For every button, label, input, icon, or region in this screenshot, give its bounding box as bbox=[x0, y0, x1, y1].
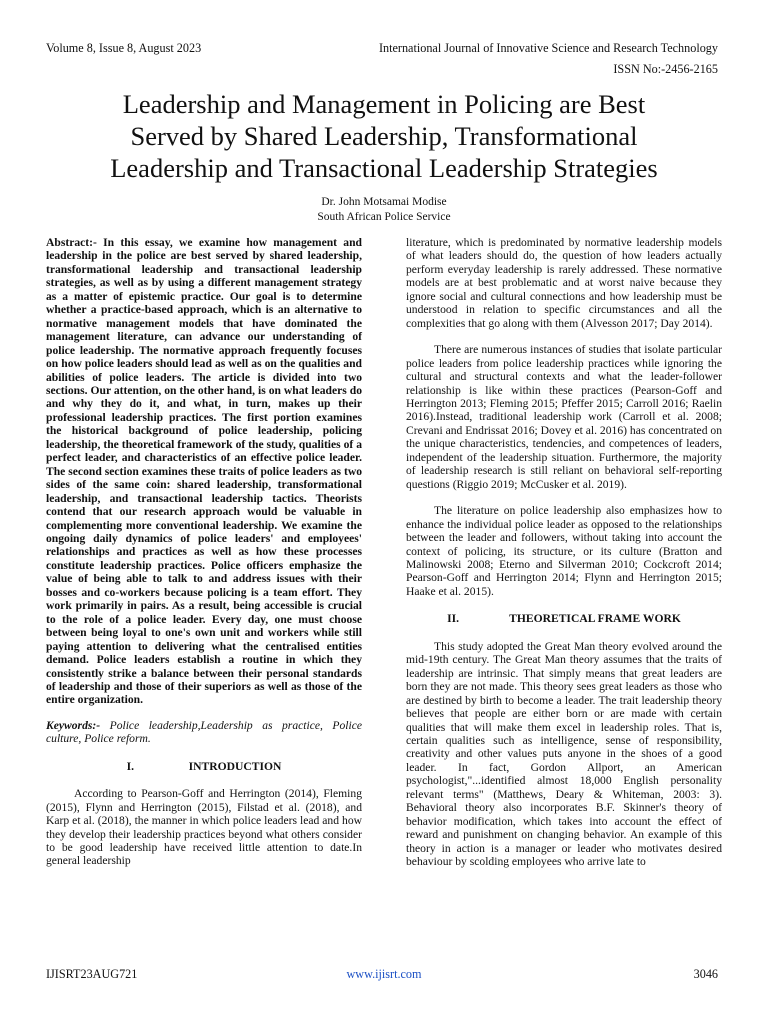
paper-title bbox=[30, 88, 738, 184]
section-title: THEORETICAL FRAME WORK bbox=[509, 612, 681, 626]
paper-id: IJISRT23AUG721 bbox=[46, 967, 138, 981]
journal-url-link[interactable]: www.ijisrt.com bbox=[346, 967, 422, 981]
paragraph: This study adopted the Great Man theory evolved around the mid-19th century. The Great Man theory assumes that the traits of leadership are intrinsic. That simply means that great leaders are born they are not made. This theory sees great leaders as those who are destined by birth to become a leader. The trait leadership theory believes that people are either born or are made with certain qualities that will make them excel in leadership roles. That is, certain qualities such as intelligence, sense of responsibility, creativity and other values puts anyone in the shoes of a good leader. In fact, Gordon Allport, an American psychologist,"...identified almost 18,000 English personality relevant terms" (Matthews, Deary & Whiteman, 2003: 3). Behavioral theory also incorporates B.F. Skinner's theory of behavior modification, which takes into account the effect of reward and punishment on changing behavior. An example of this theory in action is a manager or leader who motivates desired behaviour by scolding employees who arrive late to bbox=[406, 639, 722, 869]
keywords bbox=[46, 719, 362, 746]
keywords-text: Police leadership,Leadership as practice, Police culture, Police reform. bbox=[46, 718, 362, 746]
journal-name: International Journal of Innovative Science and Research Technology bbox=[378, 41, 718, 55]
keywords-label: Keywords:- bbox=[46, 718, 101, 732]
section-number: II. bbox=[447, 612, 460, 626]
section-number: I. bbox=[126, 759, 135, 773]
abstract bbox=[46, 236, 362, 707]
paragraph: According to Pearson-Goff and Herrington (2014), Fleming (2015), Flynn and Herrington (2015), Filstad et al. (2018), and Karp et al. (2018), the manner in which police leaders lead and how they develop their leadership practices beyond what others consider to be good leadership have received little attention to date.In general leadership bbox=[46, 787, 362, 868]
abstract-label: Abstract:- bbox=[46, 236, 97, 249]
paragraph: There are numerous instances of studies that isolate particular police leaders from police leadership practices while ignoring the cultural and structural contexts and what the leader-follower relationship is like within these practices (Pearson-Goff and Herrington 2013; Fleming 2015; Pfeffer 2015; Carroll 2016; Raelin 2016).Instead, traditional leadership work (Carroll et al. 2008; Crevani and Endrissat 2016; Dovey et al. 2016) has concentrated on the unique characteristics, tendencies, and competences of leaders, independent of the leadership situation. Furthermore, the majority of leadership research is still reliant on behavioral self-reporting questions (Riggio 2019; McCusker et al. 2019). bbox=[406, 343, 722, 491]
section-heading-introduction bbox=[46, 760, 362, 773]
paragraph: literature, which is predominated by normative leadership models of what leaders should do, the question of how leaders actually perform everyday leadership is rarely addressed. These normative models are at best problematic and at worst naive because they ignore social and cultural connections and how leadership must be understood in relation to specific circumstances and all the complexities that go along with them (Alvesson 2017; Day 2014). bbox=[406, 236, 722, 330]
title-line: Leadership and Management in Policing are Best bbox=[122, 89, 646, 119]
right-column bbox=[406, 236, 722, 868]
issn: ISSN No:-2456-2165 bbox=[613, 62, 718, 76]
page-number: 3046 bbox=[693, 967, 718, 981]
paragraph: The literature on police leadership also emphasizes how to enhance the individual police leader as opposed to the relationships between the leader and followers, without taking into account the context of policing, its structure, or its culture (Bratton and Malinowski 2008; Eterno and Silverman 2010; Cockcroft 2014; Pearson-Goff and Herrington 2014; Flynn and Herrington 2015; Haake et al. 2015). bbox=[406, 504, 722, 598]
title-line: Leadership and Transactional Leadership Strategies bbox=[110, 153, 658, 183]
left-column bbox=[46, 236, 362, 868]
author-block bbox=[0, 195, 768, 225]
section-title: INTRODUCTION bbox=[188, 759, 282, 773]
section-heading-theoretical-framework bbox=[406, 612, 722, 625]
title-line: Served by Shared Leadership, Transformational bbox=[130, 121, 638, 151]
author-name: Dr. John Motsamai Modise bbox=[321, 196, 447, 208]
abstract-text: In this essay, we examine how management and leadership in the police are best served by shared leadership, transformational leadership and transactional leadership strategies, as well as by using a different management strategy as a matter of epistemic practice. Our goal is to determine whether a practice-based approach, which is an alternative to normative management models that have dominated the management literature, can advance our understanding of police leadership. The normative approach frequently focuses on how police leaders should lead as well as on the qualities and abilities of police leaders. The article is divided into two sections. Our attention, on the other hand, is on what leaders do and why they do it, and what, in turn, makes up their professional leadership practices. The first portion examines the historical background of police leadership, policing leadership, the theoretical framework of the study, qualities of a perfect leader, and characteristics of an effective police leader. The second section examines these traits of police leaders as two sides of the same coin: shared leadership, transformational leadership, and transactional leadership tactics. Theorists contend that our research approach would be valuable in complementing more conventional leadership. We examine the ongoing daily dynamics of police leaders' and employees' relationships and practices as well as how these processes constitute leadership practices. Police officers emphasize the value of being able to talk to and address issues with their bosses and co-workers because policing is a team effort. They work primarily in pairs. As a result, being accessible is crucial to the role of a police leader. Every day, one must choose between being loyal to one's own unit and workers while still paying attention to delivering what the centralised entities demand. Police leaders establish a routine in which they consistently strike a balance between their personal standards of leadership and those of their superiors as well as those of the entire organization. bbox=[46, 236, 362, 707]
volume-info: Volume 8, Issue 8, August 2023 bbox=[46, 41, 202, 55]
author-affiliation: South African Police Service bbox=[317, 211, 451, 223]
